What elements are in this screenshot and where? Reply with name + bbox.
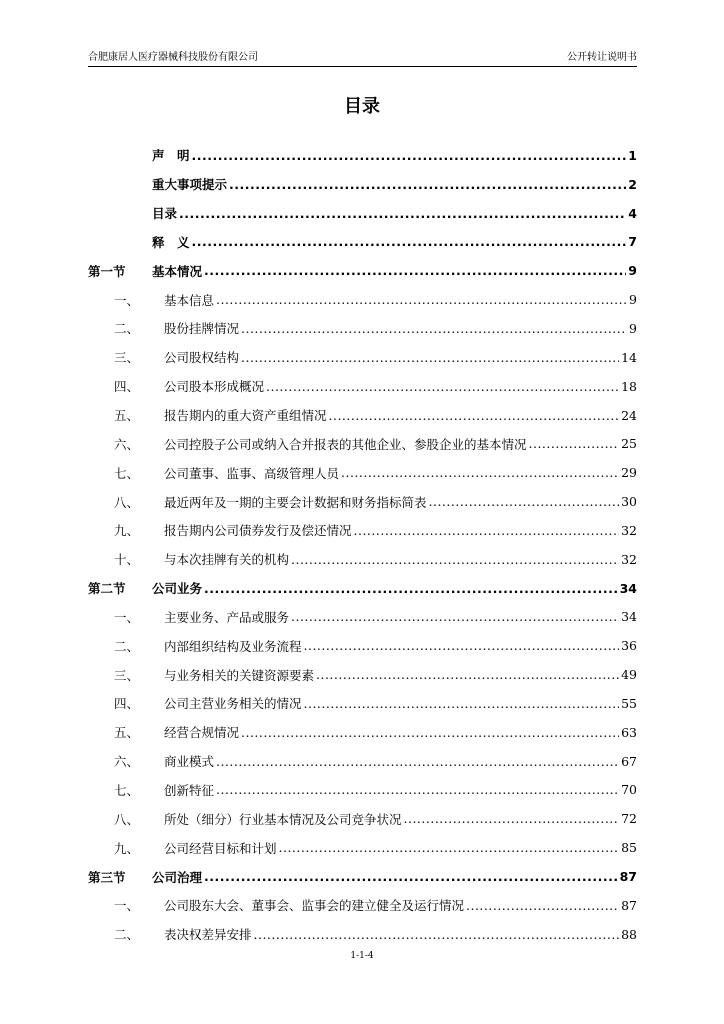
- toc-entry[interactable]: [88, 429, 637, 458]
- toc-entry-page-number: 36: [621, 638, 637, 654]
- toc-entry-number: 四、: [114, 379, 140, 395]
- toc-entry-number: 五、: [114, 725, 140, 741]
- toc-entry-number: 一、: [114, 292, 140, 308]
- toc-dot-leader: [354, 523, 620, 538]
- toc-entry-page-number: 55: [621, 695, 637, 711]
- toc-entry-number: 二、: [114, 321, 140, 337]
- toc-entry[interactable]: [88, 285, 637, 314]
- toc-entry-page-number: 9: [629, 320, 637, 336]
- toc-dot-leader: [429, 494, 620, 509]
- toc-entry-label: 创新特征: [164, 782, 215, 798]
- toc-entry-page-number: 34: [619, 580, 637, 596]
- toc-entry-page-number: 88: [621, 926, 637, 942]
- toc-entry-page-number: 49: [621, 667, 637, 683]
- toc-entry-number: 第三节: [88, 869, 126, 885]
- toc-entry-number: 第一节: [88, 263, 126, 279]
- toc-entry-number: 二、: [114, 638, 140, 654]
- toc-entry-page-number: 70: [621, 782, 637, 798]
- toc-entry[interactable]: [88, 574, 637, 603]
- toc-entry-label: 重大事项提示: [152, 177, 228, 193]
- toc-entry-page-number: 2: [628, 176, 637, 192]
- toc-entry[interactable]: [88, 343, 637, 372]
- toc-entry[interactable]: [88, 747, 637, 776]
- toc-entry-page-number: 32: [621, 522, 637, 538]
- page-title: 目录: [344, 96, 380, 117]
- toc-entry-page-number: 87: [619, 869, 637, 885]
- toc-entry-number: 九、: [114, 840, 140, 856]
- toc-entry[interactable]: [88, 458, 637, 487]
- toc-dot-leader: [304, 696, 620, 711]
- page-header: [88, 50, 637, 66]
- toc-entry-label: 商业模式: [164, 754, 215, 770]
- toc-entry-label: 声 明: [152, 148, 190, 164]
- toc-dot-leader: [216, 754, 619, 769]
- toc-entry-label: 公司股东大会、董事会、监事会的建立健全及运行情况: [164, 898, 465, 914]
- toc-dot-leader: [279, 840, 620, 855]
- toc-entry-label: 公司股本形成概况: [164, 379, 265, 395]
- toc-entry-page-number: 29: [621, 465, 637, 481]
- toc-entry[interactable]: [88, 920, 637, 949]
- toc-entry-number: 三、: [114, 667, 140, 683]
- toc-entry-number: 八、: [114, 494, 140, 510]
- toc-entry[interactable]: [88, 776, 637, 805]
- toc-entry[interactable]: [88, 199, 637, 228]
- page-number: 1-1-4: [350, 951, 374, 961]
- toc-dot-leader: [329, 408, 620, 423]
- toc-entry[interactable]: [88, 603, 637, 632]
- toc-entry-page-number: 34: [621, 609, 637, 625]
- toc-dot-leader: [254, 927, 620, 942]
- toc-entry[interactable]: [88, 689, 637, 718]
- toc-entry[interactable]: [88, 170, 637, 199]
- toc-entry-label: 与本次挂牌有关的机构: [164, 552, 290, 568]
- toc-entry-number: 二、: [114, 927, 140, 943]
- toc-dot-leader: [304, 638, 620, 653]
- toc-dot-leader: [179, 206, 626, 221]
- toc-entry-number: 九、: [114, 523, 140, 539]
- toc-entry-label: 公司控股子公司或纳入合并报表的其他企业、参股企业的基本情况: [164, 436, 527, 452]
- toc-dot-leader: [241, 350, 619, 365]
- toc-dot-leader: [291, 552, 619, 567]
- toc-entry-label: 与业务相关的关键资源要素: [164, 667, 315, 683]
- toc-entry-page-number: 85: [621, 840, 637, 856]
- toc-entry[interactable]: [88, 141, 637, 170]
- toc-entry-number: 六、: [114, 436, 140, 452]
- toc-entry[interactable]: [88, 372, 637, 401]
- toc-dot-leader: [229, 177, 626, 192]
- toc-entry-number: 一、: [114, 898, 140, 914]
- toc-entry-label: 所处（细分）行业基本情况及公司竞争状况: [164, 811, 402, 827]
- toc-entry-number: 一、: [114, 609, 140, 625]
- toc-entry-label: 公司治理: [152, 869, 203, 885]
- toc-dot-leader: [216, 292, 627, 307]
- toc-dot-leader: [316, 667, 619, 682]
- toc-dot-leader: [266, 379, 619, 394]
- header-divider: [88, 66, 637, 67]
- toc-entry[interactable]: [88, 660, 637, 689]
- toc-entry-page-number: 72: [621, 811, 637, 827]
- toc-entry-number: 七、: [114, 465, 140, 481]
- toc-entry-label: 公司业务: [152, 581, 203, 597]
- toc-entry-label: 主要业务、产品或服务: [164, 609, 290, 625]
- toc-dot-leader: [192, 148, 627, 163]
- toc-entry[interactable]: [88, 487, 637, 516]
- toc-entry-label: 股份挂牌情况: [164, 321, 240, 337]
- toc-entry-number: 五、: [114, 408, 140, 424]
- toc-entry-label: 报告期内公司债券发行及偿还情况: [164, 523, 352, 539]
- toc-entry-page-number: 7: [628, 234, 637, 250]
- toc-entry-page-number: 30: [621, 494, 637, 510]
- toc-entry-page-number: 25: [621, 436, 637, 452]
- toc-entry-label: 基本信息: [164, 292, 215, 308]
- toc-dot-leader: [204, 581, 618, 596]
- toc-entry[interactable]: [88, 516, 637, 545]
- toc-dot-leader: [192, 234, 627, 249]
- toc-dot-leader: [204, 869, 618, 884]
- toc-dot-leader: [216, 782, 619, 797]
- toc-entry-number: 八、: [114, 811, 140, 827]
- toc-entry[interactable]: [88, 718, 637, 747]
- toc-entry-label: 表决权差异安排: [164, 927, 252, 943]
- toc-entry-label: 经营合规情况: [164, 725, 240, 741]
- toc-dot-leader: [241, 321, 627, 336]
- toc-entry-label: 最近两年及一期的主要会计数据和财务指标简表: [164, 494, 427, 510]
- toc-entry-label: 公司经营目标和计划: [164, 840, 277, 856]
- toc-entry-page-number: 63: [621, 724, 637, 740]
- toc-entry-page-number: 1: [628, 147, 637, 163]
- toc-dot-leader: [241, 725, 619, 740]
- header-document-type: 公开转让说明书: [567, 52, 637, 63]
- toc-entry-page-number: 4: [628, 205, 637, 221]
- toc-entry-number: 六、: [114, 754, 140, 770]
- toc-entry[interactable]: [88, 833, 637, 862]
- toc-entry[interactable]: [88, 804, 637, 833]
- toc-entry-label: 基本情况: [152, 263, 203, 279]
- toc-dot-leader: [204, 263, 626, 278]
- toc-entry[interactable]: [88, 631, 637, 660]
- toc-entry-label: 内部组织结构及业务流程: [164, 638, 302, 654]
- toc-entry-number: 四、: [114, 696, 140, 712]
- toc-dot-leader: [291, 609, 619, 624]
- toc-entry-label: 公司主营业务相关的情况: [164, 696, 302, 712]
- toc-entry[interactable]: [88, 401, 637, 430]
- toc-dot-leader: [466, 898, 619, 913]
- toc-entry-page-number: 9: [628, 263, 637, 279]
- toc-entry-page-number: 9: [629, 292, 637, 308]
- toc-entry[interactable]: [88, 891, 637, 920]
- toc-entry[interactable]: [88, 228, 637, 257]
- toc-entry[interactable]: [88, 862, 637, 891]
- header-company-name: 合肥康居人医疗器械科技股份有限公司: [88, 52, 258, 63]
- toc-dot-leader: [341, 465, 619, 480]
- toc-entry[interactable]: [88, 545, 637, 574]
- toc-entry[interactable]: [88, 314, 637, 343]
- toc-entry-label: 目录: [152, 206, 178, 222]
- toc-entry-number: 三、: [114, 350, 140, 366]
- toc-entry-label: 报告期内的重大资产重组情况: [164, 408, 327, 424]
- toc-dot-leader: [404, 811, 620, 826]
- toc-entry-page-number: 32: [621, 551, 637, 567]
- toc-entry[interactable]: [88, 256, 637, 285]
- toc-entry-page-number: 18: [621, 378, 637, 394]
- toc-entry-label: 公司董事、监事、高级管理人员: [164, 465, 340, 481]
- toc-entry-number: 七、: [114, 782, 140, 798]
- toc-entry-number: 第二节: [88, 581, 126, 597]
- toc-entry-page-number: 67: [621, 753, 637, 769]
- toc-entry-page-number: 87: [621, 897, 637, 913]
- toc-entry-page-number: 24: [621, 407, 637, 423]
- toc-entry-number: 十、: [114, 552, 140, 568]
- toc-dot-leader: [529, 436, 620, 451]
- toc-entry-label: 公司股权结构: [164, 350, 240, 366]
- table-of-contents: [88, 141, 637, 949]
- toc-entry-label: 释 义: [152, 234, 190, 250]
- toc-entry-page-number: 14: [621, 349, 637, 365]
